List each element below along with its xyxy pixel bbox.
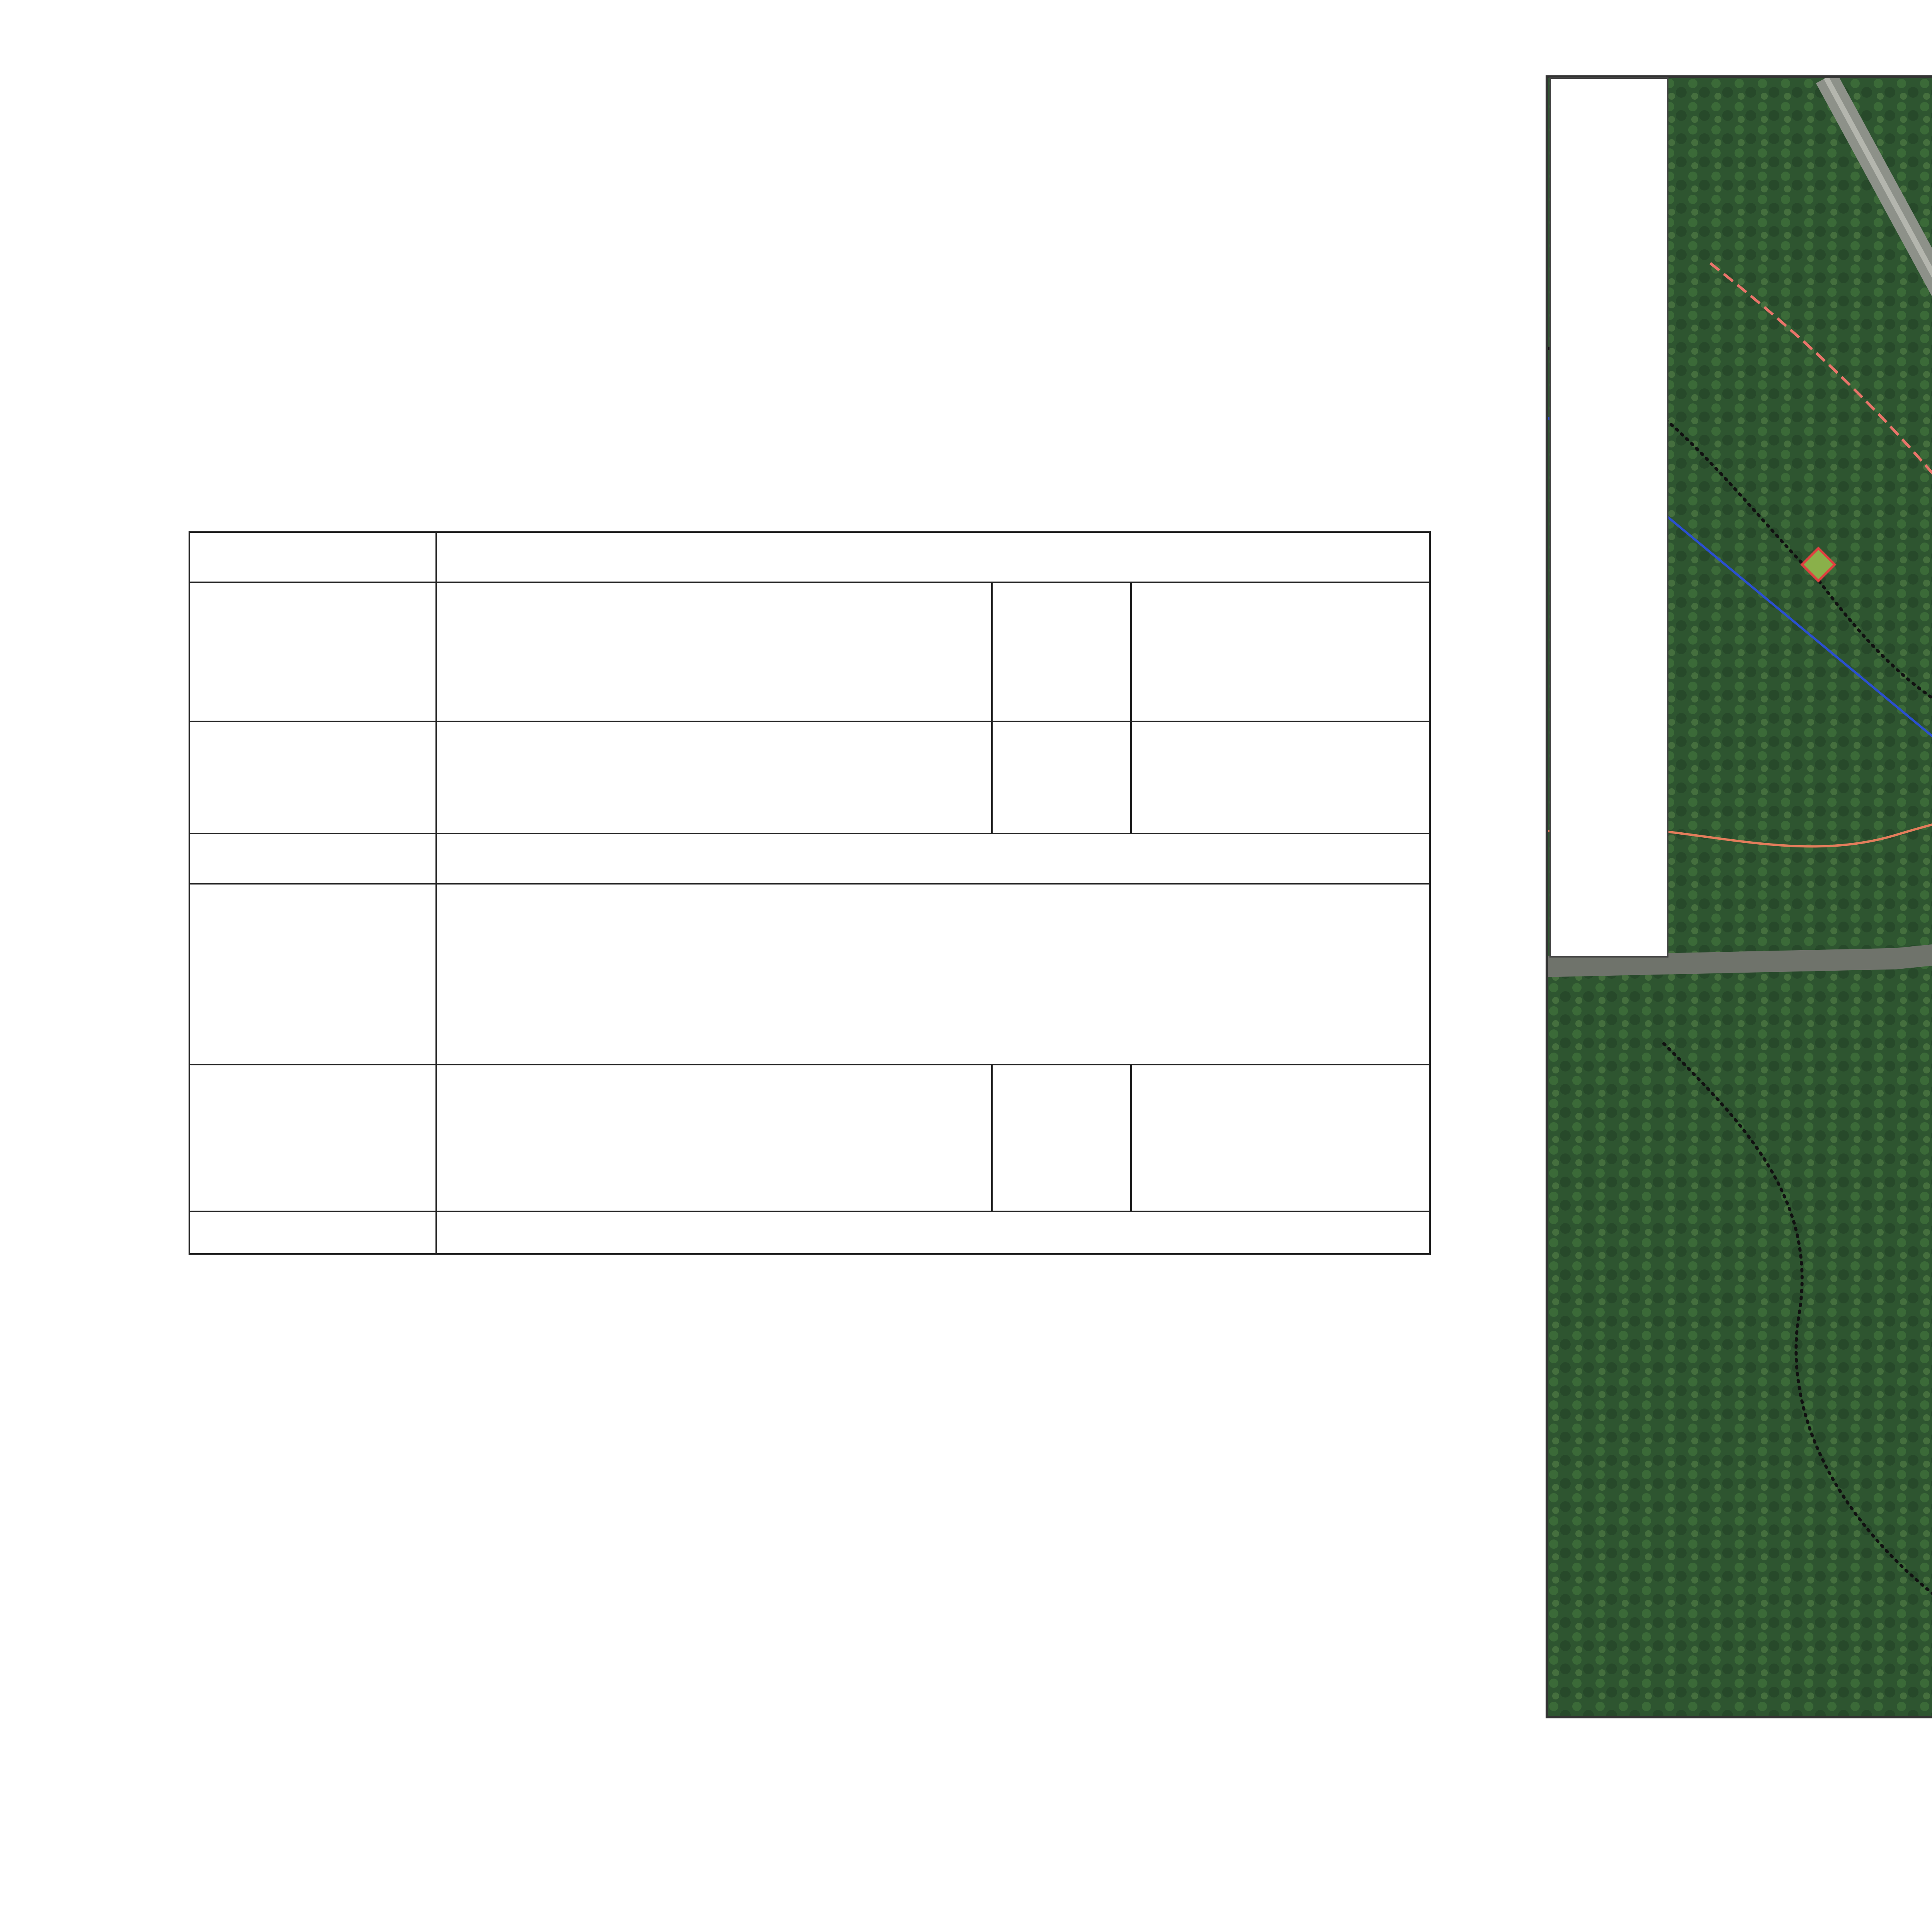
approval-doc-label xyxy=(992,721,1131,833)
area-label xyxy=(189,1065,436,1211)
approval-org-label xyxy=(189,721,436,833)
area-value xyxy=(436,1065,992,1211)
user-value xyxy=(436,532,1430,582)
bound-west xyxy=(443,931,1423,974)
attribute-table xyxy=(1549,77,1668,958)
info-table xyxy=(189,531,1431,1255)
approval-org-value xyxy=(436,721,992,833)
period-value xyxy=(1131,1065,1430,1211)
period-label xyxy=(992,1065,1131,1211)
user-label xyxy=(189,532,436,582)
bound-north xyxy=(443,1017,1423,1061)
land-unit-label xyxy=(189,833,436,884)
bound-south xyxy=(443,974,1423,1017)
project-type-label xyxy=(992,582,1131,721)
remark-value xyxy=(436,1211,1430,1254)
bound-east xyxy=(443,888,1423,931)
bounds-value xyxy=(436,884,1430,1065)
land-unit-value xyxy=(436,833,1430,884)
remark-label xyxy=(189,1211,436,1254)
project-type-value xyxy=(1131,582,1430,721)
approval-doc-value xyxy=(1131,721,1430,833)
bounds-label xyxy=(189,884,436,1065)
project-name-value xyxy=(436,582,992,721)
project-name-label xyxy=(189,582,436,721)
